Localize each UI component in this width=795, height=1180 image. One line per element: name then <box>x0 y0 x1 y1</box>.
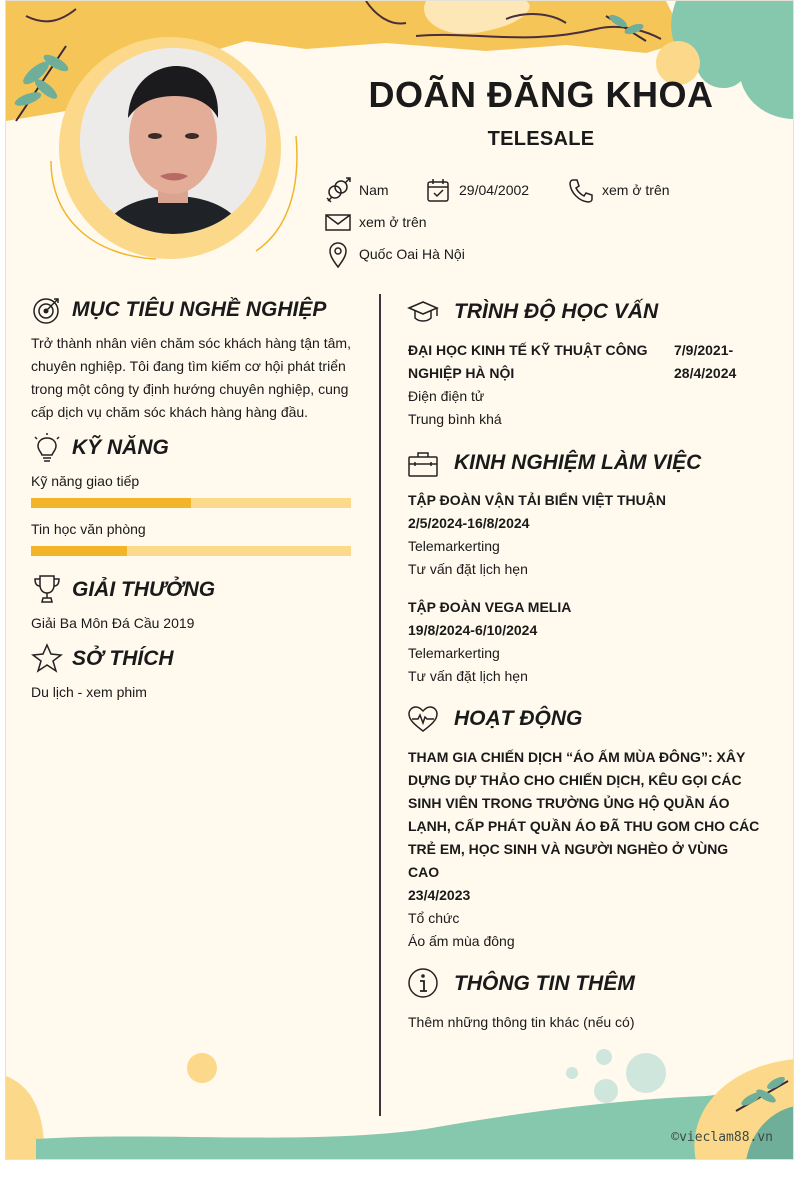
job-title: TELESALE <box>487 128 595 150</box>
activity-line: TRẺ EM, HỌC SINH VÀ NGƯỜI NGHÈO Ở VÙNG <box>408 841 729 857</box>
star-icon <box>31 642 63 674</box>
school-name-line: ĐẠI HỌC KINH TẾ KỸ THUẬT CÔNG <box>408 342 648 358</box>
additional-info-title: THÔNG TIN THÊM <box>454 972 635 995</box>
objective-line: chuyên nghiệp. Tôi đang tìm kiếm cơ hội phát triển <box>31 358 346 374</box>
phone-value: xem ở trên <box>602 182 670 198</box>
phone-icon <box>567 176 595 204</box>
cv-page <box>5 0 794 1160</box>
skill-bar <box>31 498 351 508</box>
activities-title: HOẠT ĐỘNG <box>454 707 583 730</box>
candidate-name: DOÃN ĐĂNG KHOA <box>368 74 714 115</box>
objective-line: cấp dịch vụ chăm sóc khách hàng hàng đầu. <box>31 404 309 420</box>
education-date-line: 28/4/2024 <box>674 365 737 381</box>
activity-description-block <box>408 746 778 907</box>
job-description: Tư vấn đặt lịch hẹn <box>408 561 528 577</box>
job-company: TẬP ĐOÀN VEGA MELIA <box>408 599 572 615</box>
activity-line: DỰNG DỰ THẢO CHO CHIẾN DỊCH, KÊU GỌI CÁC <box>408 772 742 788</box>
activity-date: 23/4/2023 <box>408 887 471 903</box>
info-icon <box>407 967 439 999</box>
trophy-icon <box>31 573 63 605</box>
objective-text <box>31 332 371 424</box>
job-position: Telemarkerting <box>408 538 500 554</box>
education-grade: Trung bình khá <box>408 411 502 427</box>
experience-title: KINH NGHIỆM LÀM VIỆC <box>454 451 702 474</box>
skill-bar <box>31 546 351 556</box>
activity-role: Tổ chức <box>408 910 460 926</box>
location-pin-icon <box>324 240 352 268</box>
lightbulb-icon <box>31 432 63 464</box>
job-description: Tư vấn đặt lịch hẹn <box>408 668 528 684</box>
hobbies-title: SỞ THÍCH <box>72 647 174 670</box>
awards-title: GIẢI THƯỞNG <box>72 578 216 601</box>
avatar-portrait <box>80 48 266 234</box>
job-dates: 2/5/2024-16/8/2024 <box>408 515 530 531</box>
award-text: Giải Ba Môn Đá Cầu 2019 <box>31 615 195 631</box>
skills-title: KỸ NĂNG <box>72 436 169 459</box>
objective-line: Trở thành nhân viên chăm sóc khách hàng tận tâm, <box>31 335 351 351</box>
skill-name: Tin học văn phòng <box>31 521 146 537</box>
column-divider <box>379 294 381 1116</box>
school-name-line: NGHIỆP HÀ NỘI <box>408 365 515 381</box>
job-company: TẬP ĐOÀN VẬN TẢI BIỂN VIỆT THUẬN <box>408 492 666 508</box>
job-dates: 19/8/2024-6/10/2024 <box>408 622 538 638</box>
avatar <box>80 48 266 234</box>
watermark: ©vieclam88.vn <box>671 1130 773 1145</box>
email-value: xem ở trên <box>359 214 427 230</box>
job-position: Telemarkerting <box>408 645 500 661</box>
birthday-value: 29/04/2002 <box>459 182 530 198</box>
objective-title: MỤC TIÊU NGHỀ NGHIỆP <box>72 298 327 321</box>
education-title: TRÌNH ĐỘ HỌC VẤN <box>454 300 659 323</box>
calendar-icon <box>424 176 452 204</box>
education-major: Điện điện tử <box>408 388 485 404</box>
gender-value: Nam <box>359 182 389 198</box>
heart-pulse-icon <box>407 703 439 735</box>
additional-info-text: Thêm những thông tin khác (nếu có) <box>408 1014 635 1030</box>
hobbies-text: Du lịch - xem phim <box>31 684 147 700</box>
briefcase-icon <box>407 448 439 480</box>
address-value: Quốc Oai Hà Nội <box>359 246 465 262</box>
target-icon <box>31 294 63 326</box>
education-date-line: 7/9/2021- <box>674 342 734 358</box>
objective-line: trong một công ty định hướng chuyên nghiệp, cung <box>31 381 349 397</box>
skill-name: Kỹ năng giao tiếp <box>31 473 140 489</box>
activity-line: CAO <box>408 864 440 880</box>
skill-bar-fill <box>31 546 127 556</box>
education-dates <box>674 339 764 385</box>
activity-line: THAM GIA CHIẾN DỊCH “ÁO ẤM MÙA ĐÔNG”: XÂY <box>408 749 746 765</box>
email-icon <box>324 208 352 236</box>
activity-line: SINH VIÊN TRONG TRƯỜNG ỦNG HỘ QUẦN ÁO <box>408 795 730 811</box>
activity-name: Áo ấm mùa đông <box>408 933 515 949</box>
activity-line: LẠNH, CẤP PHÁT QUẦN ÁO ĐÃ THU GOM CHO CÁC <box>408 818 760 834</box>
skill-bar-fill <box>31 498 191 508</box>
graduation-cap-icon <box>407 296 439 328</box>
school-name <box>408 339 668 385</box>
gender-icon <box>324 176 352 204</box>
